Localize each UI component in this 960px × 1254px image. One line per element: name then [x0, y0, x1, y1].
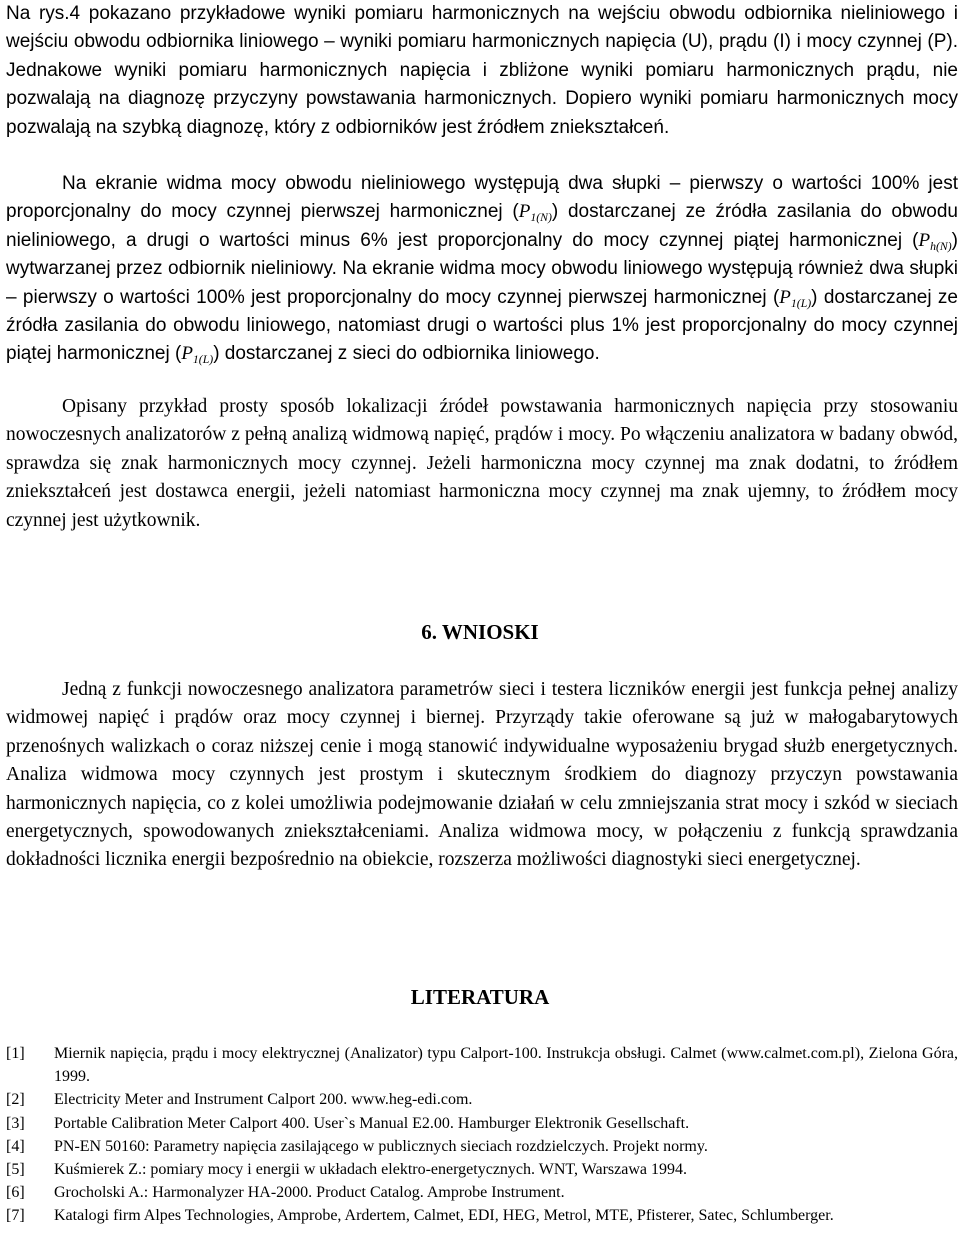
paragraph-localization: Opisany przykład prosty sposób lokalizacji źródeł powstawania harmonicznych napięcia przy stosowaniu nowoczesnych analizatorów z pełną analizą widmową napięć, prądów i mocy. Po włączeniu analizatora w badany obwód, sprawdza się znak harmonicznych mocy czynnej. Jeżeli harmoniczna mocy czynnej ma znak dodatni, to źródłem zniekształceń jest dostawca energii, jeżeli natomiast harmoniczna mocy czynnej ma znak ujemny, to źródłem mocy czynnej jest użytkownik. [6, 396, 958, 531]
paragraph-harmonics-measurement: Na rys.4 pokazano przykładowe wyniki pomiaru harmonicznych na wejściu obwodu odbiornika nieliniowego i wejściu obwodu odbiornika liniowego – wyniki pomiaru harmonicznych napięcia (U), prądu (I) i mocy czynnej (P). Jednakowe wyniki pomiaru harmonicznych napięcia i zbliżone wyniki pomiaru harmonicznych prądu, nie pozwalają na diagnozę przyczyny powstawania harmonicznych. Dopiero wyniki pomiaru harmonicznych mocy pozwalają na szybką diagnozę, który z odbiorników jest źródłem zniekształceń. [6, 3, 958, 138]
reference-item: [5] Kuśmierek Z.: pomiary mocy i energii w układach elektro-energetycznych. WNT, Warszawa 1994. [6, 1161, 688, 1179]
reference-item: [7] Katalogi firm Alpes Technologies, Amprobe, Ardertem, Calmet, EDI, HEG, Metrol, MTE, Pfisterer, Satec, Schlumberger. [6, 1207, 834, 1225]
reference-list [6, 1042, 958, 1228]
paragraph-power-spectrum: Na ekranie widma mocy obwodu nieliniowego występują dwa słupki – pierwszy o wartości 100% jest proporcjonalny do mocy czynnej pierwszej harmonicznej $(P_{1(N)})$ dostarczanej ze źródła zasilania do obwodu nieliniowego, a drugi o wartości minus 6% jest proporcjonalny do mocy czynnej piątej harmonicznej $(P_{h(N)})$ wytwarzanej przez odbiornik nieliniowy. Na ekranie widma mocy obwodu liniowego występują również dwa słupki – pierwszy o wartości 100% jest proporcjonalny do mocy czynnej pierwszej harmonicznej $(P_{1(L)})$ dostarczanej ze źródła zasilania do obwodu liniowego, natomiast drugi o wartości plus 1% jest proporcjonalny do mocy czynnej piątej harmonicznej $(P_{1(L)})$ dostarczanej z sieci do odbiornika liniowego. [6, 173, 959, 367]
paragraph-conclusions: Jedną z funkcji nowoczesnego analizatora parametrów sieci i testera liczników energii jest funkcja pełnej analizy widmowej napięć i prądów oraz mocy czynnej i biernej. Przyrządy takie oferowane są już w małogabarytowych przenośnych walizkach o coraz niższej cenie i mogą stanowić indywidualne wyposażeniu brygad służb energetycznych. Analiza widmowa mocy czynnych jest prostym i skutecznym środkiem do diagnozy przyczyn powstawania harmonicznych napięcia, co z kolei umożliwia podejmowanie działań w celu zmniejszania strat mocy i szkód w sieciach energetycznych, spowodowanych zniekształceniami. Analiza widmowa mocy, w połączeniu z funkcją sprawdzania dokładności licznika energii bezpośrednio na obiekcie, rozszerza możliwości diagnostyki sieci energetycznej. [6, 679, 958, 871]
reference-item: [2] Electricity Meter and Instrument Calport 200. www.heg-edi.com. [6, 1091, 473, 1109]
reference-item: [4] PN-EN 50160: Parametry napięcia zasilającego w publicznych sieciach rozdzielczych. Projekt normy. [6, 1137, 708, 1155]
section-heading-literatura: LITERATURA [410, 985, 550, 1009]
reference-item: [6] Grocholski A.: Harmonalyzer HA-2000. Product Catalog. Amprobe Instrument. [6, 1184, 565, 1202]
reference-item: [1] Miernik napięcia, prądu i mocy elektrycznej (Analizator) typu Calport-100. Instrukcja obsługi. Calmet (www.calmet.com.pl), Zielona Góra, 1999. [6, 1045, 958, 1086]
section-heading-wnioski: 6. WNIOSKI [421, 620, 539, 644]
reference-item: [3] Portable Calibration Meter Calport 400. User`s Manual E2.00. Hamburger Elektronik Gesellschaft. [6, 1114, 690, 1132]
